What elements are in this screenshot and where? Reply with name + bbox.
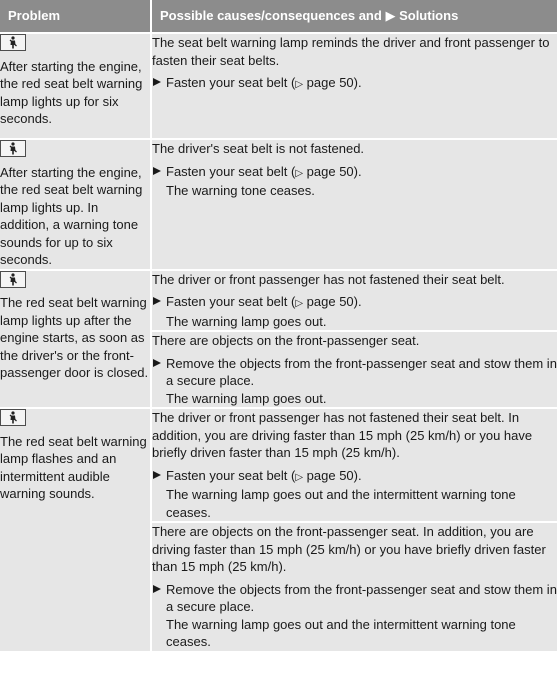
problem-cell bbox=[0, 33, 151, 139]
problem-text: The red seat belt warning lamp lights up after the engine starts, as soon as the driver's or the front-passenger door is closed. bbox=[0, 295, 149, 380]
problem-cell bbox=[0, 408, 151, 651]
result-text: The warning lamp goes out. bbox=[166, 313, 327, 329]
result-text: The warning lamp goes out and the intermittent warning tone ceases. bbox=[166, 616, 516, 649]
result-text: The warning tone ceases. bbox=[166, 183, 315, 198]
page-reference[interactable]: page 50). bbox=[306, 163, 362, 179]
step-arrow-icon bbox=[153, 297, 161, 305]
step-arrow-icon bbox=[153, 167, 161, 175]
seat-belt-warning-icon bbox=[0, 140, 26, 157]
seat-belt-warning-icon bbox=[0, 34, 26, 51]
seat-belt-warning-icon bbox=[0, 409, 26, 426]
page-ref-icon: ▷ bbox=[295, 471, 304, 483]
problem-text: After starting the engine, the red seat belt warning lamp lights up. In addition, a warning tone sounds for up to six seconds. bbox=[0, 164, 143, 267]
solution-cell bbox=[151, 408, 557, 522]
arrow-right-icon: ▶ bbox=[385, 8, 396, 24]
solution-step: Remove the objects from the front-passenger seat and stow them in a secure place. The warning lamp goes out and the intermittent warning tone ceases. bbox=[152, 581, 557, 651]
problem-text: After starting the engine, the red seat belt warning lamp lights up for six seconds. bbox=[0, 58, 143, 126]
table-row bbox=[0, 408, 557, 522]
table-row bbox=[0, 270, 557, 332]
seat-belt-warning-icon bbox=[0, 271, 26, 288]
solution-step: Fasten your seat belt (▷ page 50). The warning lamp goes out and the intermittent warning tone ceases. bbox=[152, 467, 557, 522]
step-arrow-icon bbox=[153, 585, 161, 593]
solution-step: Fasten your seat belt (▷ page 50). The warning tone ceases. bbox=[152, 163, 557, 200]
page-reference[interactable]: page 50). bbox=[306, 294, 362, 309]
page-ref-icon: ▷ bbox=[295, 167, 304, 179]
solution-cell bbox=[151, 270, 557, 332]
step-arrow-icon bbox=[153, 78, 161, 86]
cause-text: There are objects on the front-passenger seat. In addition, you are driving faster than 15 mph (25 km/h) or you have briefly driven faster than 15 mph (25 km/h). bbox=[152, 524, 546, 574]
solution-step: Fasten your seat belt (▷ page 50). The warning lamp goes out. bbox=[152, 293, 557, 330]
table-row bbox=[0, 139, 557, 270]
result-text: The warning lamp goes out. bbox=[166, 390, 327, 406]
solution-step: Fasten your seat belt (▷ page 50). bbox=[152, 74, 557, 94]
result-text: The warning lamp goes out and the intermittent warning tone ceases. bbox=[166, 487, 516, 520]
page-ref-icon: ▷ bbox=[295, 298, 304, 309]
page-reference[interactable]: page 50). bbox=[306, 467, 362, 483]
problem-text: The red seat belt warning lamp flashes and an intermittent audible warning sounds. bbox=[0, 433, 147, 501]
problem-cell bbox=[0, 270, 151, 409]
problem-cell bbox=[0, 139, 151, 270]
table-row bbox=[0, 33, 557, 139]
cause-text: The driver or front passenger has not fastened their seat belt. bbox=[152, 271, 505, 287]
cause-text: There are objects on the front-passenger seat. bbox=[152, 333, 420, 348]
step-arrow-icon bbox=[153, 471, 161, 479]
cause-text: The driver or front passenger has not fastened their seat belt. In addition, you are driving faster than 15 mph (25 km/h) or you have briefly driven faster than 15 mph (25 km/h). bbox=[152, 410, 533, 460]
solution-cell bbox=[151, 139, 557, 270]
solutions-header: Possible causes/consequences and ▶ Solutions bbox=[151, 0, 557, 33]
solution-step: Remove the objects from the front-passenger seat and stow them in a secure place. The warning lamp goes out. bbox=[152, 355, 557, 408]
cause-text: The driver's seat belt is not fastened. bbox=[152, 141, 365, 156]
problem-header: Problem bbox=[0, 0, 151, 33]
cause-text: The seat belt warning lamp reminds the driver and front passenger to fasten their seat belts. bbox=[152, 35, 550, 68]
solution-cell bbox=[151, 331, 557, 408]
page-reference[interactable]: page 50). bbox=[306, 75, 362, 90]
step-arrow-icon bbox=[153, 359, 161, 367]
solution-cell bbox=[151, 33, 557, 139]
page-ref-icon: ▷ bbox=[295, 79, 304, 90]
solution-cell bbox=[151, 522, 557, 651]
table-header bbox=[0, 0, 557, 33]
